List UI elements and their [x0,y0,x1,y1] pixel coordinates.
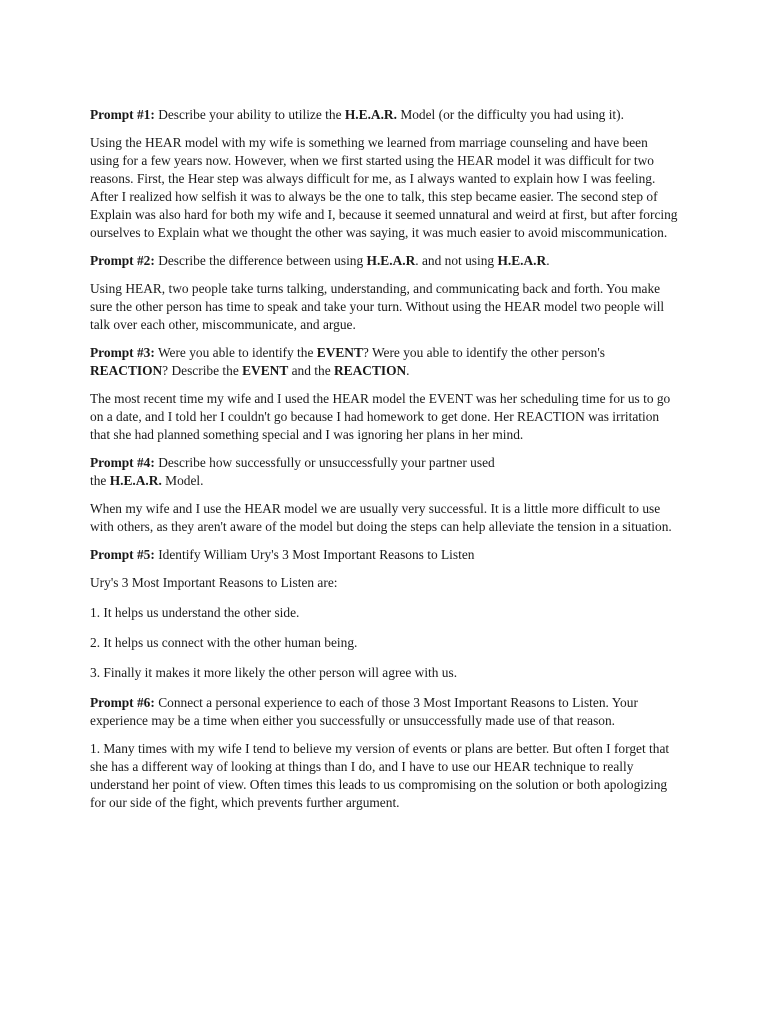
prompt-1 [90,106,678,124]
prompt-6-text: Connect a personal experience to each of those 3 Most Important Reasons to Listen. Your experience may be a time when either you successfully or unsuccessfully made use of that reason. [90,695,638,728]
prompt-3-text-d: and the [288,363,334,378]
prompt-3-bold-a: EVENT [316,345,363,360]
prompt-3 [90,344,678,380]
prompt-1-bold: H.E.A.R. [344,107,397,122]
prompt-3-bold-d: REACTION [334,363,407,378]
prompt-2-text-b: . and not using [415,253,498,268]
prompt-3-text-b: ? Were you able to identify the other person's [362,345,605,360]
prompt-4-text-c: Model. [161,473,204,488]
prompt-2-bold-b: H.E.A.R [497,253,547,268]
prompt-3-bold-b: REACTION [90,363,163,378]
prompt-1-text-end: Model (or the difficulty you had using it). [396,107,624,122]
prompt-1-label: Prompt #1: [90,107,155,122]
prompt-5-label: Prompt #5: [90,547,155,562]
prompt-2-bold-a: H.E.A.R [366,253,416,268]
prompt-4-label: Prompt #4: [90,455,155,470]
answer-5-intro: Ury's 3 Most Important Reasons to Listen are: [90,575,338,590]
answer-1: Using the HEAR model with my wife is something we learned from marriage counseling and have been using for a few years now. However, when we first started using the HEAR model it was difficult for two reasons. First, the Hear step was always difficult for me, as I always wanted to explain how I was feeling. After I realized how selfish it was to always be the one to talk, this step became easier. The second step of Explain was also hard for both my wife and I, because it seemed unnatural and weird at first, but after forcing ourselves to Explain what we thought the other was saying, it was much easier to avoid miscommunication. [90,135,678,240]
prompt-2-text: Describe the difference between using [154,253,367,268]
prompt-4-text-a: Describe how successfully or unsuccessfully your partner used [154,455,495,470]
prompt-3-text-c: ? Describe the [162,363,243,378]
answer-3: The most recent time my wife and I used the HEAR model the EVENT was her scheduling time for us to go on a date, and I told her I couldn't go because I had homework to get done. Her REACTION was irritation that she had planned something special and I was ignoring her plans in her mind. [90,391,671,442]
prompt-3-text-e: . [406,363,410,378]
answer-2: Using HEAR, two people take turns talking, understanding, and communicating back and forth. You make sure the other person has time to speak and take your turn. Without using the HEAR model two people will talk over each other, miscommunicate, and argue. [90,281,665,332]
prompt-5 [90,546,678,564]
answer-5-item: 2. It helps us connect with the other human being. [90,635,358,650]
prompt-4-text-b: the [90,473,110,488]
answer-5-item: 3. Finally it makes it more likely the other person will agree with us. [90,665,458,680]
answer-5-item: 1. It helps us understand the other side. [90,605,300,620]
prompt-3-bold-c: EVENT [242,363,289,378]
prompt-2 [90,252,678,270]
prompt-6-label: Prompt #6: [90,695,155,710]
prompt-2-label: Prompt #2: [90,253,155,268]
answer-4: When my wife and I use the HEAR model we are usually very successful. It is a little more difficult to use with others, as they aren't aware of the model but doing the steps can help alleviate the tension in a situation. [90,501,672,534]
prompt-4-bold: H.E.A.R. [109,473,162,488]
prompt-5-text: Identify William Ury's 3 Most Important Reasons to Listen [154,547,475,562]
document-page [90,106,678,822]
prompt-1-text: Describe your ability to utilize the [154,107,345,122]
prompt-3-label: Prompt #3: [90,345,155,360]
answer-6-item-1: 1. Many times with my wife I tend to believe my version of events or plans are better. But often I forget that she has a different way of looking at things than I do, and I have to use our HEAR technique to really understand her point of view. Often times this leads to us compromising on the solution or both apologizing for our side of the fight, which prevents further argument. [90,741,670,810]
prompt-3-text-a: Were you able to identify the [154,345,317,360]
prompt-6 [90,694,678,730]
prompt-2-text-c: . [546,253,550,268]
prompt-4 [90,454,678,490]
